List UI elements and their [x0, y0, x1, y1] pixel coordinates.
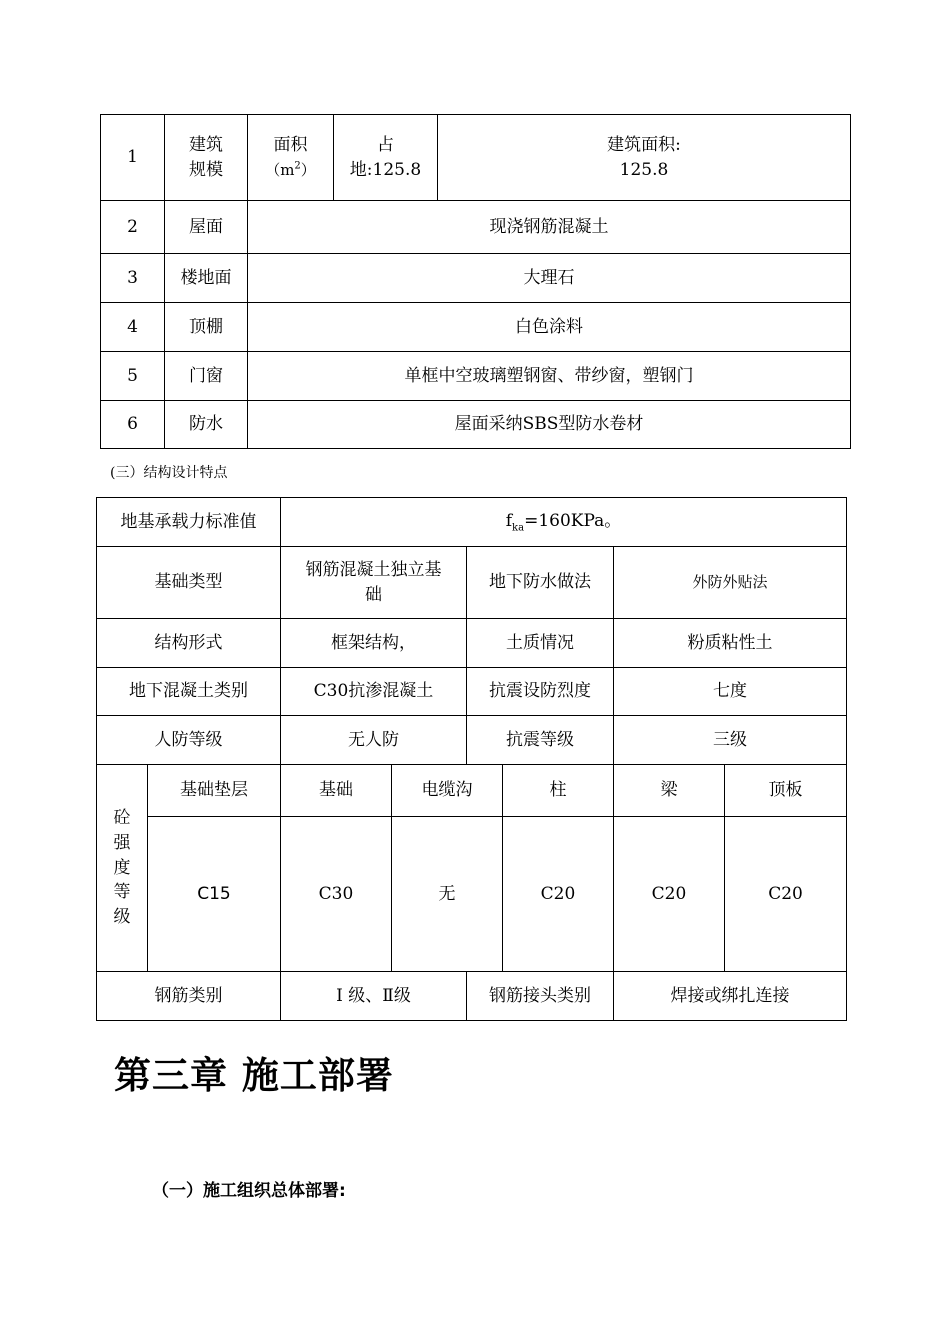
row-name: 门窗	[165, 352, 248, 401]
table-row	[97, 972, 847, 1021]
row-value: 大理石	[248, 254, 851, 303]
joint-label: 钢筋接头类别	[467, 972, 614, 1021]
concrete-value: C30抗渗混凝土	[281, 668, 467, 716]
table-caption: (三）结构设计特点	[110, 465, 228, 481]
rebar-label: 钢筋类别	[97, 972, 281, 1021]
table-row	[97, 716, 847, 765]
structure-label: 结构形式	[97, 619, 281, 668]
table-row	[97, 765, 847, 817]
row-name: 楼地面	[165, 254, 248, 303]
strength-header: 基础垫层	[148, 765, 281, 817]
table-row	[101, 352, 851, 401]
strength-header: 基础	[281, 765, 392, 817]
waterproof-value: 外防外贴法	[614, 547, 847, 619]
row-number: 5	[101, 352, 165, 401]
strength-header: 电缆沟	[392, 765, 503, 817]
structure-table	[96, 497, 847, 1021]
row-value: 现浇钢筋混凝土	[248, 201, 851, 254]
row-name: 防水	[165, 401, 248, 449]
seismic-grade-value: 三级	[614, 716, 847, 765]
building-table	[100, 114, 851, 449]
row-name: 屋面	[165, 201, 248, 254]
row-number: 4	[101, 303, 165, 352]
strength-value: C15	[148, 817, 281, 972]
table-row	[101, 401, 851, 449]
strength-value: 无	[392, 817, 503, 972]
waterproof-label: 地下防水做法	[467, 547, 614, 619]
soil-label: 土质情况	[467, 619, 614, 668]
table-row	[97, 547, 847, 619]
row-value: 单框中空玻璃塑钢窗、带纱窗，塑钢门	[248, 352, 851, 401]
civil-defense-label: 人防等级	[97, 716, 281, 765]
table-row	[101, 303, 851, 352]
row-value: 屋面采纳SBS型防水卷材	[248, 401, 851, 449]
row-number: 6	[101, 401, 165, 449]
table-row	[97, 817, 847, 972]
section-title: （一）施工组织总体部署:	[152, 1181, 346, 1201]
strength-value: C20	[725, 817, 847, 972]
table-row	[97, 498, 847, 547]
strength-header: 顶板	[725, 765, 847, 817]
table-row	[101, 115, 851, 201]
row-value: 白色涂料	[248, 303, 851, 352]
foundation-type-label: 基础类型	[97, 547, 281, 619]
seismic-intensity-value: 七度	[614, 668, 847, 716]
area-label: 面积 $(m^2)$	[248, 115, 334, 201]
strength-label: 砼 强 度 等 级	[97, 765, 148, 972]
strength-value: C20	[503, 817, 614, 972]
land-area: 占 地:125.8	[334, 115, 438, 201]
seismic-grade-label: 抗震等级	[467, 716, 614, 765]
seismic-intensity-label: 抗震设防烈度	[467, 668, 614, 716]
table-row	[101, 254, 851, 303]
strength-value: C20	[614, 817, 725, 972]
table-row	[97, 619, 847, 668]
row-name: 顶棚	[165, 303, 248, 352]
civil-defense-value: 无人防	[281, 716, 467, 765]
row-number: 2	[101, 201, 165, 254]
chapter-title: 第三章 施工部署	[114, 1054, 394, 1097]
row-name: 建筑 规模	[165, 115, 248, 201]
strength-value: C30	[281, 817, 392, 972]
table-row	[97, 668, 847, 716]
strength-header: 梁	[614, 765, 725, 817]
building-area: 建筑面积: 125.8	[438, 115, 851, 201]
bearing-value: $f_{ka}=160KPa$。	[281, 498, 847, 547]
rebar-value: Ⅰ 级、Ⅱ级	[281, 972, 467, 1021]
row-number: 1	[101, 115, 165, 201]
soil-value: 粉质粘性土	[614, 619, 847, 668]
structure-value: 框架结构，	[281, 619, 467, 668]
foundation-type-value: 钢筋混凝土独立基 础	[281, 547, 467, 619]
row-number: 3	[101, 254, 165, 303]
joint-value: 焊接或绑扎连接	[614, 972, 847, 1021]
bearing-label: 地基承载力标准值	[97, 498, 281, 547]
concrete-label: 地下混凝土类别	[97, 668, 281, 716]
table-row	[101, 201, 851, 254]
strength-header: 柱	[503, 765, 614, 817]
